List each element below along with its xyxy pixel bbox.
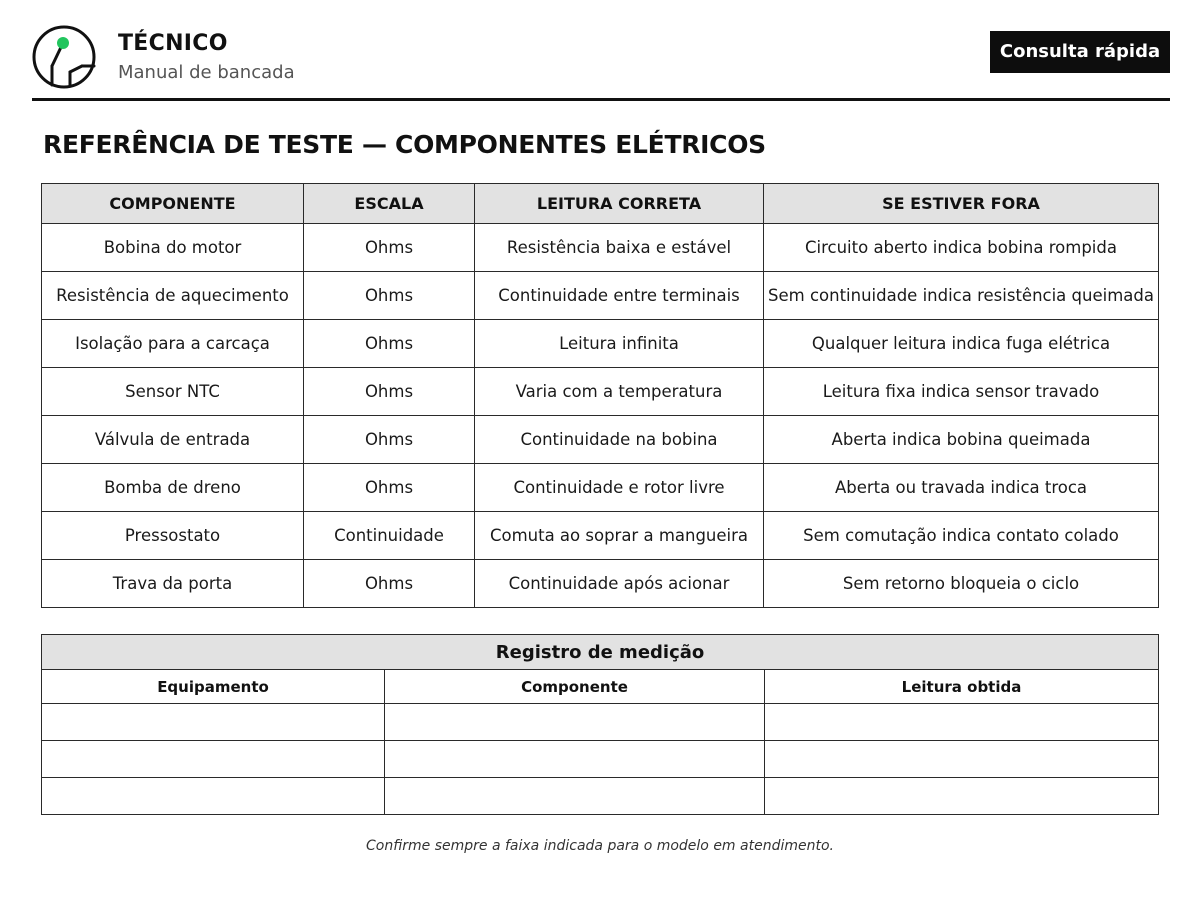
brand-logo-icon — [32, 22, 98, 92]
cell-leitura-correta: Continuidade entre terminais — [475, 272, 764, 320]
cell-componente: Pressostato — [42, 512, 304, 560]
brand-subtitle: Manual de bancada — [118, 62, 295, 83]
cell-leitura-correta: Continuidade e rotor livre — [475, 464, 764, 512]
log-cell-leitura-obtida[interactable] — [765, 741, 1159, 778]
log-row — [42, 778, 1159, 815]
log-header-row — [42, 670, 1159, 704]
log-cell-leitura-obtida[interactable] — [765, 778, 1159, 815]
cell-leitura-correta: Resistência baixa e estável — [475, 224, 764, 272]
log-row — [42, 704, 1159, 741]
log-title-row — [42, 635, 1159, 670]
brand-title: TÉCNICO — [118, 31, 228, 56]
table-row — [42, 368, 1159, 416]
table-row — [42, 464, 1159, 512]
table-row — [42, 272, 1159, 320]
table-row — [42, 416, 1159, 464]
cell-leitura-correta: Varia com a temperatura — [475, 368, 764, 416]
cell-escala: Continuidade — [304, 512, 475, 560]
cell-escala: Ohms — [304, 272, 475, 320]
cell-componente: Resistência de aquecimento — [42, 272, 304, 320]
log-cell-leitura-obtida[interactable] — [765, 704, 1159, 741]
cell-se-estiver-fora: Sem comutação indica contato colado — [764, 512, 1159, 560]
cell-se-estiver-fora: Sem continuidade indica resistência queimada — [764, 272, 1159, 320]
cell-se-estiver-fora: Leitura fixa indica sensor travado — [764, 368, 1159, 416]
column-header-componente: COMPONENTE — [42, 184, 304, 224]
page-title: REFERÊNCIA DE TESTE — COMPONENTES ELÉTRICOS — [43, 130, 766, 159]
page-header — [32, 22, 1170, 101]
reference-table — [41, 183, 1159, 608]
table-row — [42, 560, 1159, 608]
cell-componente: Trava da porta — [42, 560, 304, 608]
cell-escala: Ohms — [304, 416, 475, 464]
log-cell-componente[interactable] — [385, 741, 765, 778]
cell-escala: Ohms — [304, 464, 475, 512]
table-header-row — [42, 184, 1159, 224]
table-row — [42, 224, 1159, 272]
cell-se-estiver-fora: Circuito aberto indica bobina rompida — [764, 224, 1159, 272]
cell-leitura-correta: Continuidade após acionar — [475, 560, 764, 608]
log-column-header-leitura-obtida: Leitura obtida — [765, 670, 1159, 704]
log-cell-equipamento[interactable] — [42, 778, 385, 815]
log-cell-equipamento[interactable] — [42, 741, 385, 778]
log-row — [42, 741, 1159, 778]
cell-se-estiver-fora: Aberta indica bobina queimada — [764, 416, 1159, 464]
cell-escala: Ohms — [304, 560, 475, 608]
footnote: Confirme sempre a faixa indicada para o modelo em atendimento. — [366, 838, 834, 854]
log-cell-componente[interactable] — [385, 778, 765, 815]
cell-se-estiver-fora: Sem retorno bloqueia o ciclo — [764, 560, 1159, 608]
log-cell-componente[interactable] — [385, 704, 765, 741]
cell-componente: Sensor NTC — [42, 368, 304, 416]
cell-se-estiver-fora: Aberta ou travada indica troca — [764, 464, 1159, 512]
brand-block — [118, 31, 295, 85]
cell-escala: Ohms — [304, 368, 475, 416]
cell-componente: Bomba de dreno — [42, 464, 304, 512]
cell-componente: Bobina do motor — [42, 224, 304, 272]
log-column-header-componente: Componente — [385, 670, 765, 704]
log-title: Registro de medição — [42, 635, 1159, 670]
cell-componente: Válvula de entrada — [42, 416, 304, 464]
cell-escala: Ohms — [304, 224, 475, 272]
table-row — [42, 320, 1159, 368]
column-header-se-estiver-fora: SE ESTIVER FORA — [764, 184, 1159, 224]
table-row — [42, 512, 1159, 560]
log-cell-equipamento[interactable] — [42, 704, 385, 741]
cell-se-estiver-fora: Qualquer leitura indica fuga elétrica — [764, 320, 1159, 368]
measurement-log-table — [41, 634, 1159, 815]
cell-leitura-correta: Continuidade na bobina — [475, 416, 764, 464]
cell-componente: Isolação para a carcaça — [42, 320, 304, 368]
quick-reference-button[interactable]: Consulta rápida — [990, 31, 1170, 73]
column-header-escala: ESCALA — [304, 184, 475, 224]
log-column-header-equipamento: Equipamento — [42, 670, 385, 704]
cell-escala: Ohms — [304, 320, 475, 368]
column-header-leitura-correta: LEITURA CORRETA — [475, 184, 764, 224]
cell-leitura-correta: Comuta ao soprar a mangueira — [475, 512, 764, 560]
cell-leitura-correta: Leitura infinita — [475, 320, 764, 368]
